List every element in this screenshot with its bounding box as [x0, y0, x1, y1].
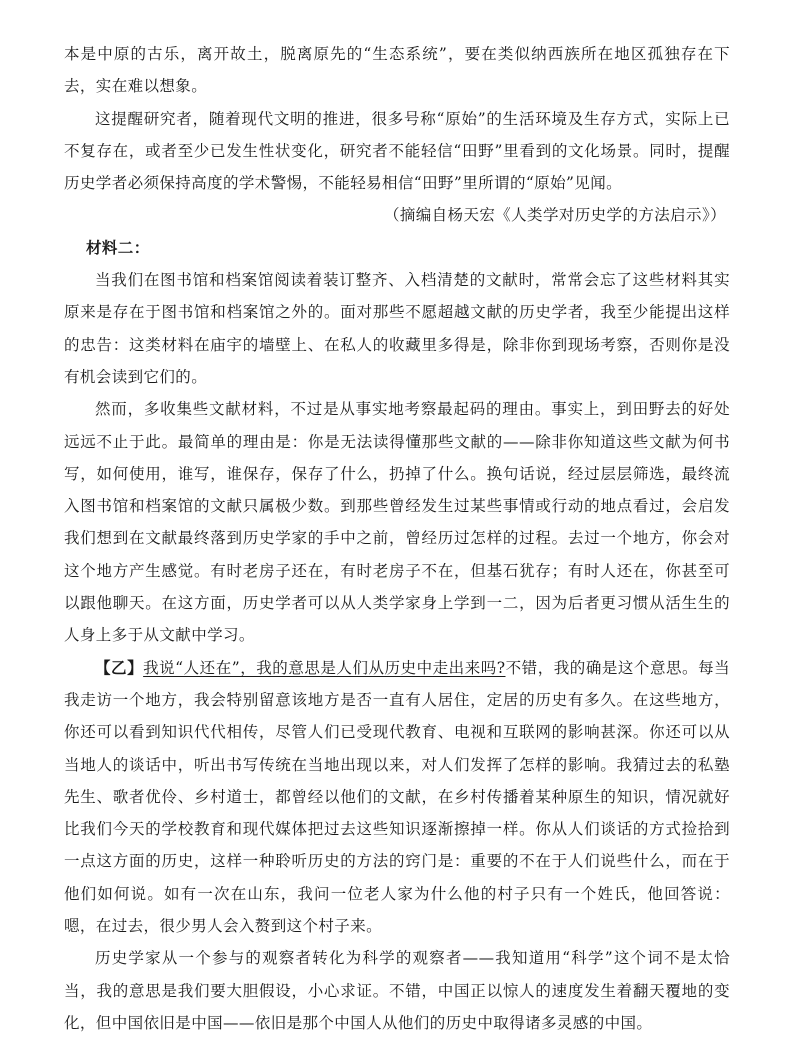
paragraph-2: 这提醒研究者，随着现代文明的推进，很多号称“原始”的生活环境及生存方式，实际上已不复存在，或者至少已发生性状变化，研究者不能轻信“田野”里看到的文化场景。同时，提醒历史学者必须保持高度的学术警惕，不能轻易相信“田野”里所谓的“原始”见闻。	[64, 109, 730, 193]
paragraph-1: 本是中原的古乐，离开故土，脱离原先的“生态系统”，要在类似纳西族所在地区孤独存在下去，实在难以想象。	[64, 45, 730, 96]
material-2-heading: 材料二：	[86, 237, 150, 257]
paragraph-4: 然而，多收集些文献材料，不过是从事实地考察最起码的理由。事实上，到田野去的好处远远不止于此。最简单的理由是：你是无法读得懂那些文献的——除非你知道这些文献为何书写，如何使用，谁写，谁保存，保存了什么，扔掉了什么。换句话说，经过层层筛选，最终流入图书馆和档案馆的文献只属极少数。到那些曾经发生过某些事情或行动的地点看过，会启发我们想到在文献最终落到历史学家的手中之前，曾经历过怎样的过程。去过一个地方，你会对这个地方产生感觉。有时老房子还在，有时老房子不在，但基石犹存；有时人还在，你甚至可以跟他聊天。在这方面，历史学者可以从人类学家身上学到一二，因为后者更习惯从活生生的人身上多于从文献中学习。	[64, 400, 730, 645]
underlined-sentence: 我说“人还在”，我的意思是人们从历史中走出来吗?	[143, 658, 506, 677]
document-page	[64, 38, 730, 1039]
paragraph-5-text: 不错，我的确是这个意思。每当我走访一个地方，我会特别留意该地方是否一直有人居住，定居的历史有多久。在这些地方，你还可以看到知识代代相传，尽管人们已受现代教育、电视和互联网的影响甚深。你还可以从当地人的谈话中，听出书写传统在当地出现以来，对人们发挥了怎样的影响。我猜过去的私塾先生、歌者优伶、乡村道士，都曾经以他们的文献，在乡村传播着某种原生的知识，情况就好比我们今天的学校教育和现代媒体把过去这些知识逐渐擦掉一样。你从人们谈话的方式捡拾到一点这方面的历史，这样一种聆听历史的方法的窍门是：重要的不在于人们说些什么，而在于他们如何说。如有一次在山东，我问一位老人家为什么他的村子只有一个姓氏，他回答说：嗯，在过去，很少男人会入赘到这个村子来。	[64, 658, 730, 936]
paragraph-5	[64, 652, 730, 943]
paragraph-6: 历史学家从一个参与的观察者转化为科学的观察者——我知道用“科学”这个词不是太恰当，我的意思是我们要大胆假设，小心求证。不错，中国正以惊人的速度发生着翻天覆地的变化，但中国依旧是中国——依旧是那个中国人从他们的历史中取得诸多灵感的中国。	[64, 949, 730, 1032]
source-citation: （摘编自杨天宏《人类学对历史学的方法启示》）	[383, 206, 726, 225]
paragraph-3: 当我们在图书馆和档案馆阅读着装订整齐、入档清楚的文献时，常常会忘了这些材料其实原来是存在于图书馆和档案馆之外的。面对那些不愿超越文献的历史学者，我至少能提出这样的忠告：这类材料在庙宇的墙壁上、在私人的收藏里多得是，除非你到现场考察，否则你是没有机会读到它们的。	[64, 271, 730, 386]
marker-yi: 【乙】	[95, 657, 144, 677]
